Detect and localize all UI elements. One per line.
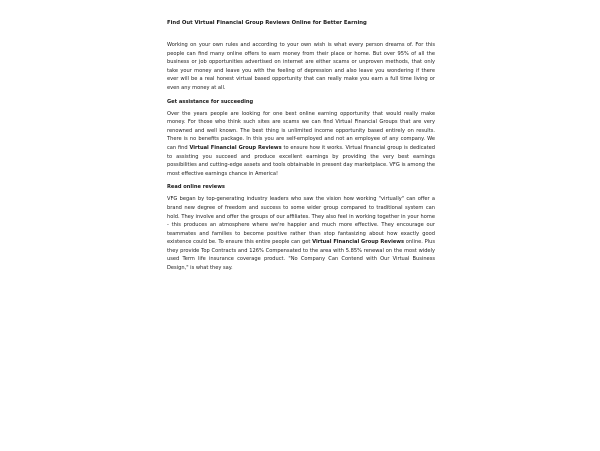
reviews-text-start: VFG began by top-generating industry leaders who saw the vision how working "virtually" can offer a brand new degree of freedom and success to some wider group compared to traditional system can hold. They involve and offer the groups of our affiliates. They also feel in working together in your home - this produces an atmosphere where we're happier and much more effective. They encourage our teammates and families to become positive rather than stop fantasizing about how exactly good existence could be. To ensure this entire people can get	[167, 196, 435, 246]
section-heading-reviews: Read online reviews	[167, 184, 225, 191]
section-heading-assistance: Get assistance for succeeding	[167, 98, 254, 105]
intro-paragraph: Working on your own rules and according to your own wish is what every person dreams of. For this people can find many online offers to earn money from their place or home. But over 95% of all the business or job opportunities advertised on internet are either scams or unproven methods, that only take your money and leave you with the feeling of depression and also leave you wondering if there ever will be a real honest virtual based opportunity that can really make you earn a full time living or even any money at all.	[167, 42, 435, 91]
reviews-bold-phrase: Virtual Financial Group Reviews	[312, 239, 405, 246]
reviews-text-end: online. Plus they provide Top Contracts and 126% Compensated to the area with 5.85% renewal on the most widely used Term life insurance coverage product. "No Company Can Contend with Our Virtual Business Design," is what they say.	[167, 239, 436, 272]
assistance-text-end: to ensure how it works. Virtual financial group is dedicated to assisting you succeed and produce excellent earnings by providing the very best earnings possibilities and cutting-edge assets and tools obtainable in present day marketplace. VFG is among the most effective earnings chance in America!	[167, 144, 436, 177]
assistance-bold-phrase: Virtual Financial Group Reviews	[189, 144, 282, 151]
assistance-paragraph	[167, 110, 435, 179]
assistance-text-start: Over the years people are looking for one best online earning opportunity that would really make money. For those who think such sites are scams we can find Virtual Financial Groups that are very renowned and well known. The best thing is unlimited income opportunity based entirely on results. There is no benefits package. In this you are self-employed and not an employee of any company. We can find	[167, 110, 435, 151]
reviews-paragraph	[167, 195, 435, 272]
document-page	[167, 20, 435, 278]
document-title: Find Out Virtual Financial Group Reviews Online for Better Earning	[167, 20, 367, 26]
